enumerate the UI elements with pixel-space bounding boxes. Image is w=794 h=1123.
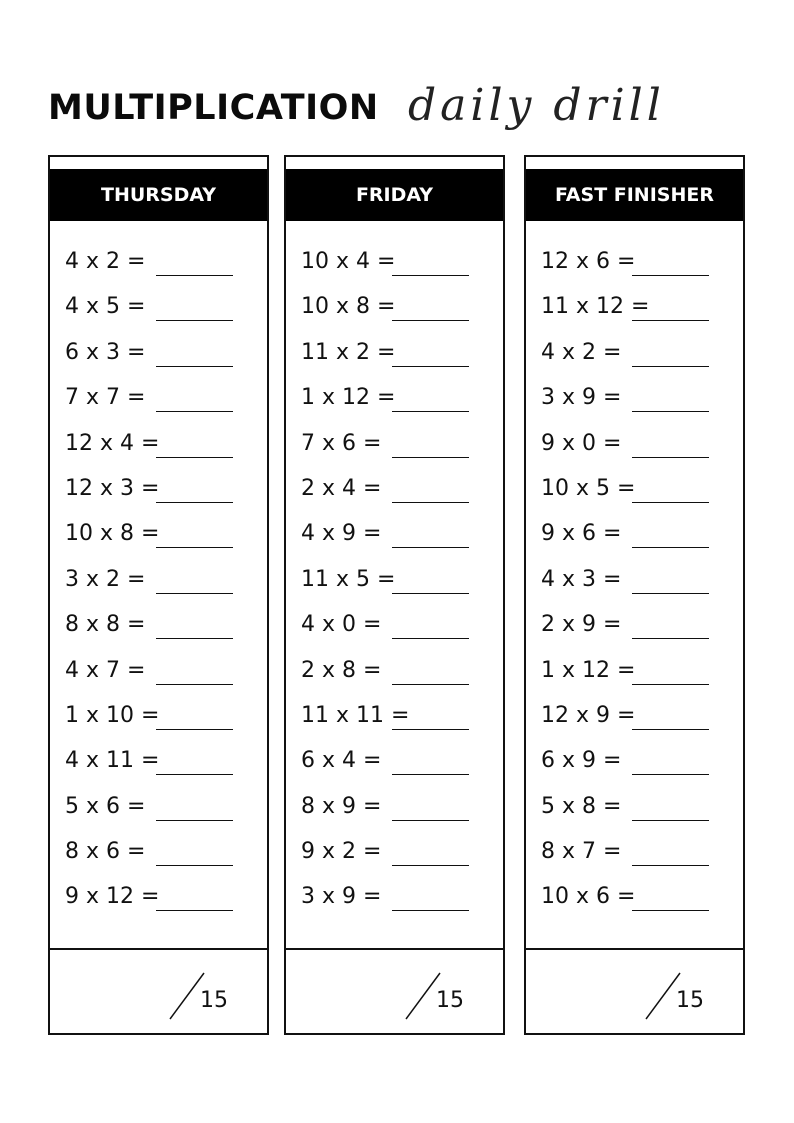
answer-blank[interactable] [392,593,469,594]
answer-blank[interactable] [392,910,469,911]
problem-equation: 2 x 9 = [541,612,622,638]
problem-equation: 12 x 9 = [541,702,636,728]
problem-equation: 8 x 6 = [65,839,146,865]
problem-row [286,829,503,874]
problem-row [50,239,267,284]
problem-row [50,829,267,874]
column-header: FRIDAY [286,169,503,221]
problem-equation: 10 x 6 = [541,884,636,910]
answer-blank[interactable] [156,320,233,321]
problem-row [286,330,503,375]
answer-blank[interactable] [156,638,233,639]
answer-blank[interactable] [156,547,233,548]
problem-row [50,511,267,556]
problem-row [526,738,743,783]
answer-blank[interactable] [156,366,233,367]
problem-row [286,239,503,284]
problem-equation: 1 x 12 = [541,657,636,683]
problem-list [286,239,503,920]
answer-blank[interactable] [392,320,469,321]
score-box [526,948,743,1033]
answer-blank[interactable] [632,593,709,594]
column-header: THURSDAY [50,169,267,221]
problem-equation: 4 x 11 = [65,748,160,774]
problem-row [526,874,743,919]
problem-equation: 11 x 5 = [301,566,396,592]
column-fast-finisher [524,155,745,1035]
answer-blank[interactable] [156,865,233,866]
answer-blank[interactable] [632,411,709,412]
problem-row [286,693,503,738]
problem-row [526,421,743,466]
problem-row [50,738,267,783]
problem-equation: 2 x 8 = [301,657,382,683]
answer-blank[interactable] [632,820,709,821]
problem-equation: 9 x 2 = [301,839,382,865]
problem-row [50,375,267,420]
answer-blank[interactable] [632,275,709,276]
answer-blank[interactable] [632,366,709,367]
problem-list [50,239,267,920]
problem-row [526,375,743,420]
answer-blank[interactable] [392,865,469,866]
problem-row [526,693,743,738]
answer-blank[interactable] [392,638,469,639]
answer-blank[interactable] [156,275,233,276]
answer-blank[interactable] [392,502,469,503]
answer-blank[interactable] [156,729,233,730]
score-total: 15 [200,988,228,1013]
problem-row [286,874,503,919]
problem-row [526,284,743,329]
problem-row [286,557,503,602]
score-box [286,948,503,1033]
page-subtitle: daily drill [408,80,665,131]
problem-row [526,784,743,829]
problem-row [50,693,267,738]
problem-row [50,421,267,466]
problem-row [286,421,503,466]
problem-equation: 12 x 6 = [541,249,636,274]
problem-row [286,602,503,647]
problem-row [50,648,267,693]
answer-blank[interactable] [632,320,709,321]
column-thursday [48,155,269,1035]
problem-equation: 7 x 6 = [301,430,382,456]
score-total: 15 [436,988,464,1013]
answer-blank[interactable] [156,910,233,911]
answer-blank[interactable] [392,275,469,276]
problem-equation: 10 x 8 = [301,294,396,320]
problem-equation: 4 x 7 = [65,657,146,683]
score-total: 15 [676,988,704,1013]
answer-blank[interactable] [156,684,233,685]
answer-blank[interactable] [632,502,709,503]
answer-blank[interactable] [156,411,233,412]
problem-equation: 3 x 9 = [301,884,382,910]
problem-equation: 9 x 12 = [65,884,160,910]
problem-row [50,284,267,329]
answer-blank[interactable] [392,547,469,548]
problem-equation: 4 x 9 = [301,521,382,547]
problem-row [526,330,743,375]
problem-equation: 12 x 3 = [65,475,160,501]
answer-blank[interactable] [156,457,233,458]
problem-row [286,648,503,693]
problem-equation: 6 x 4 = [301,748,382,774]
answer-blank[interactable] [156,820,233,821]
problem-equation: 8 x 7 = [541,839,622,865]
problem-equation: 11 x 11 = [301,702,410,728]
answer-blank[interactable] [632,774,709,775]
problem-row [526,648,743,693]
problem-equation: 7 x 7 = [65,385,146,411]
problem-row [50,466,267,511]
answer-blank[interactable] [392,457,469,458]
problem-row [526,239,743,284]
problem-row [286,784,503,829]
problem-equation: 11 x 12 = [541,294,650,320]
answer-blank[interactable] [632,865,709,866]
column-friday [284,155,505,1035]
answer-blank[interactable] [392,411,469,412]
problem-row [526,511,743,556]
problem-row [526,829,743,874]
answer-blank[interactable] [392,820,469,821]
problem-equation: 9 x 0 = [541,430,622,456]
problem-equation: 5 x 6 = [65,793,146,819]
problem-equation: 4 x 3 = [541,566,622,592]
answer-blank[interactable] [632,457,709,458]
problem-row [50,602,267,647]
problem-row [50,874,267,919]
problem-equation: 1 x 12 = [301,385,396,411]
problem-equation: 9 x 6 = [541,521,622,547]
problem-row [526,466,743,511]
problem-equation: 3 x 2 = [65,566,146,592]
problem-equation: 4 x 5 = [65,294,146,320]
problem-row [50,557,267,602]
answer-blank[interactable] [392,366,469,367]
problem-equation: 1 x 10 = [65,702,160,728]
answer-blank[interactable] [632,729,709,730]
page-title: MULTIPLICATION [48,88,379,128]
problem-row [286,511,503,556]
problem-row [50,330,267,375]
problem-equation: 2 x 4 = [301,475,382,501]
problem-equation: 4 x 0 = [301,612,382,638]
answer-blank[interactable] [392,729,469,730]
answer-blank[interactable] [632,684,709,685]
problem-equation: 8 x 8 = [65,612,146,638]
problem-row [50,784,267,829]
problem-equation: 10 x 5 = [541,475,636,501]
problem-row [286,375,503,420]
answer-blank[interactable] [156,502,233,503]
problem-equation: 6 x 3 = [65,339,146,365]
problem-equation: 5 x 8 = [541,793,622,819]
answer-blank[interactable] [632,638,709,639]
answer-blank[interactable] [632,547,709,548]
answer-blank[interactable] [632,910,709,911]
problem-equation: 4 x 2 = [541,339,622,365]
problem-equation: 3 x 9 = [541,385,622,411]
problem-row [286,284,503,329]
problem-equation: 6 x 9 = [541,748,622,774]
problem-row [286,738,503,783]
problem-list [526,239,743,920]
problem-equation: 4 x 2 = [65,249,146,274]
answer-blank[interactable] [156,774,233,775]
answer-blank[interactable] [392,774,469,775]
score-box [50,948,267,1033]
problem-equation: 11 x 2 = [301,339,396,365]
problem-equation: 10 x 8 = [65,521,160,547]
problem-equation: 8 x 9 = [301,793,382,819]
column-header: FAST FINISHER [526,169,743,221]
problem-row [286,466,503,511]
answer-blank[interactable] [156,593,233,594]
problem-row [526,557,743,602]
problem-equation: 10 x 4 = [301,249,396,274]
problem-equation: 12 x 4 = [65,430,160,456]
answer-blank[interactable] [392,684,469,685]
problem-row [526,602,743,647]
